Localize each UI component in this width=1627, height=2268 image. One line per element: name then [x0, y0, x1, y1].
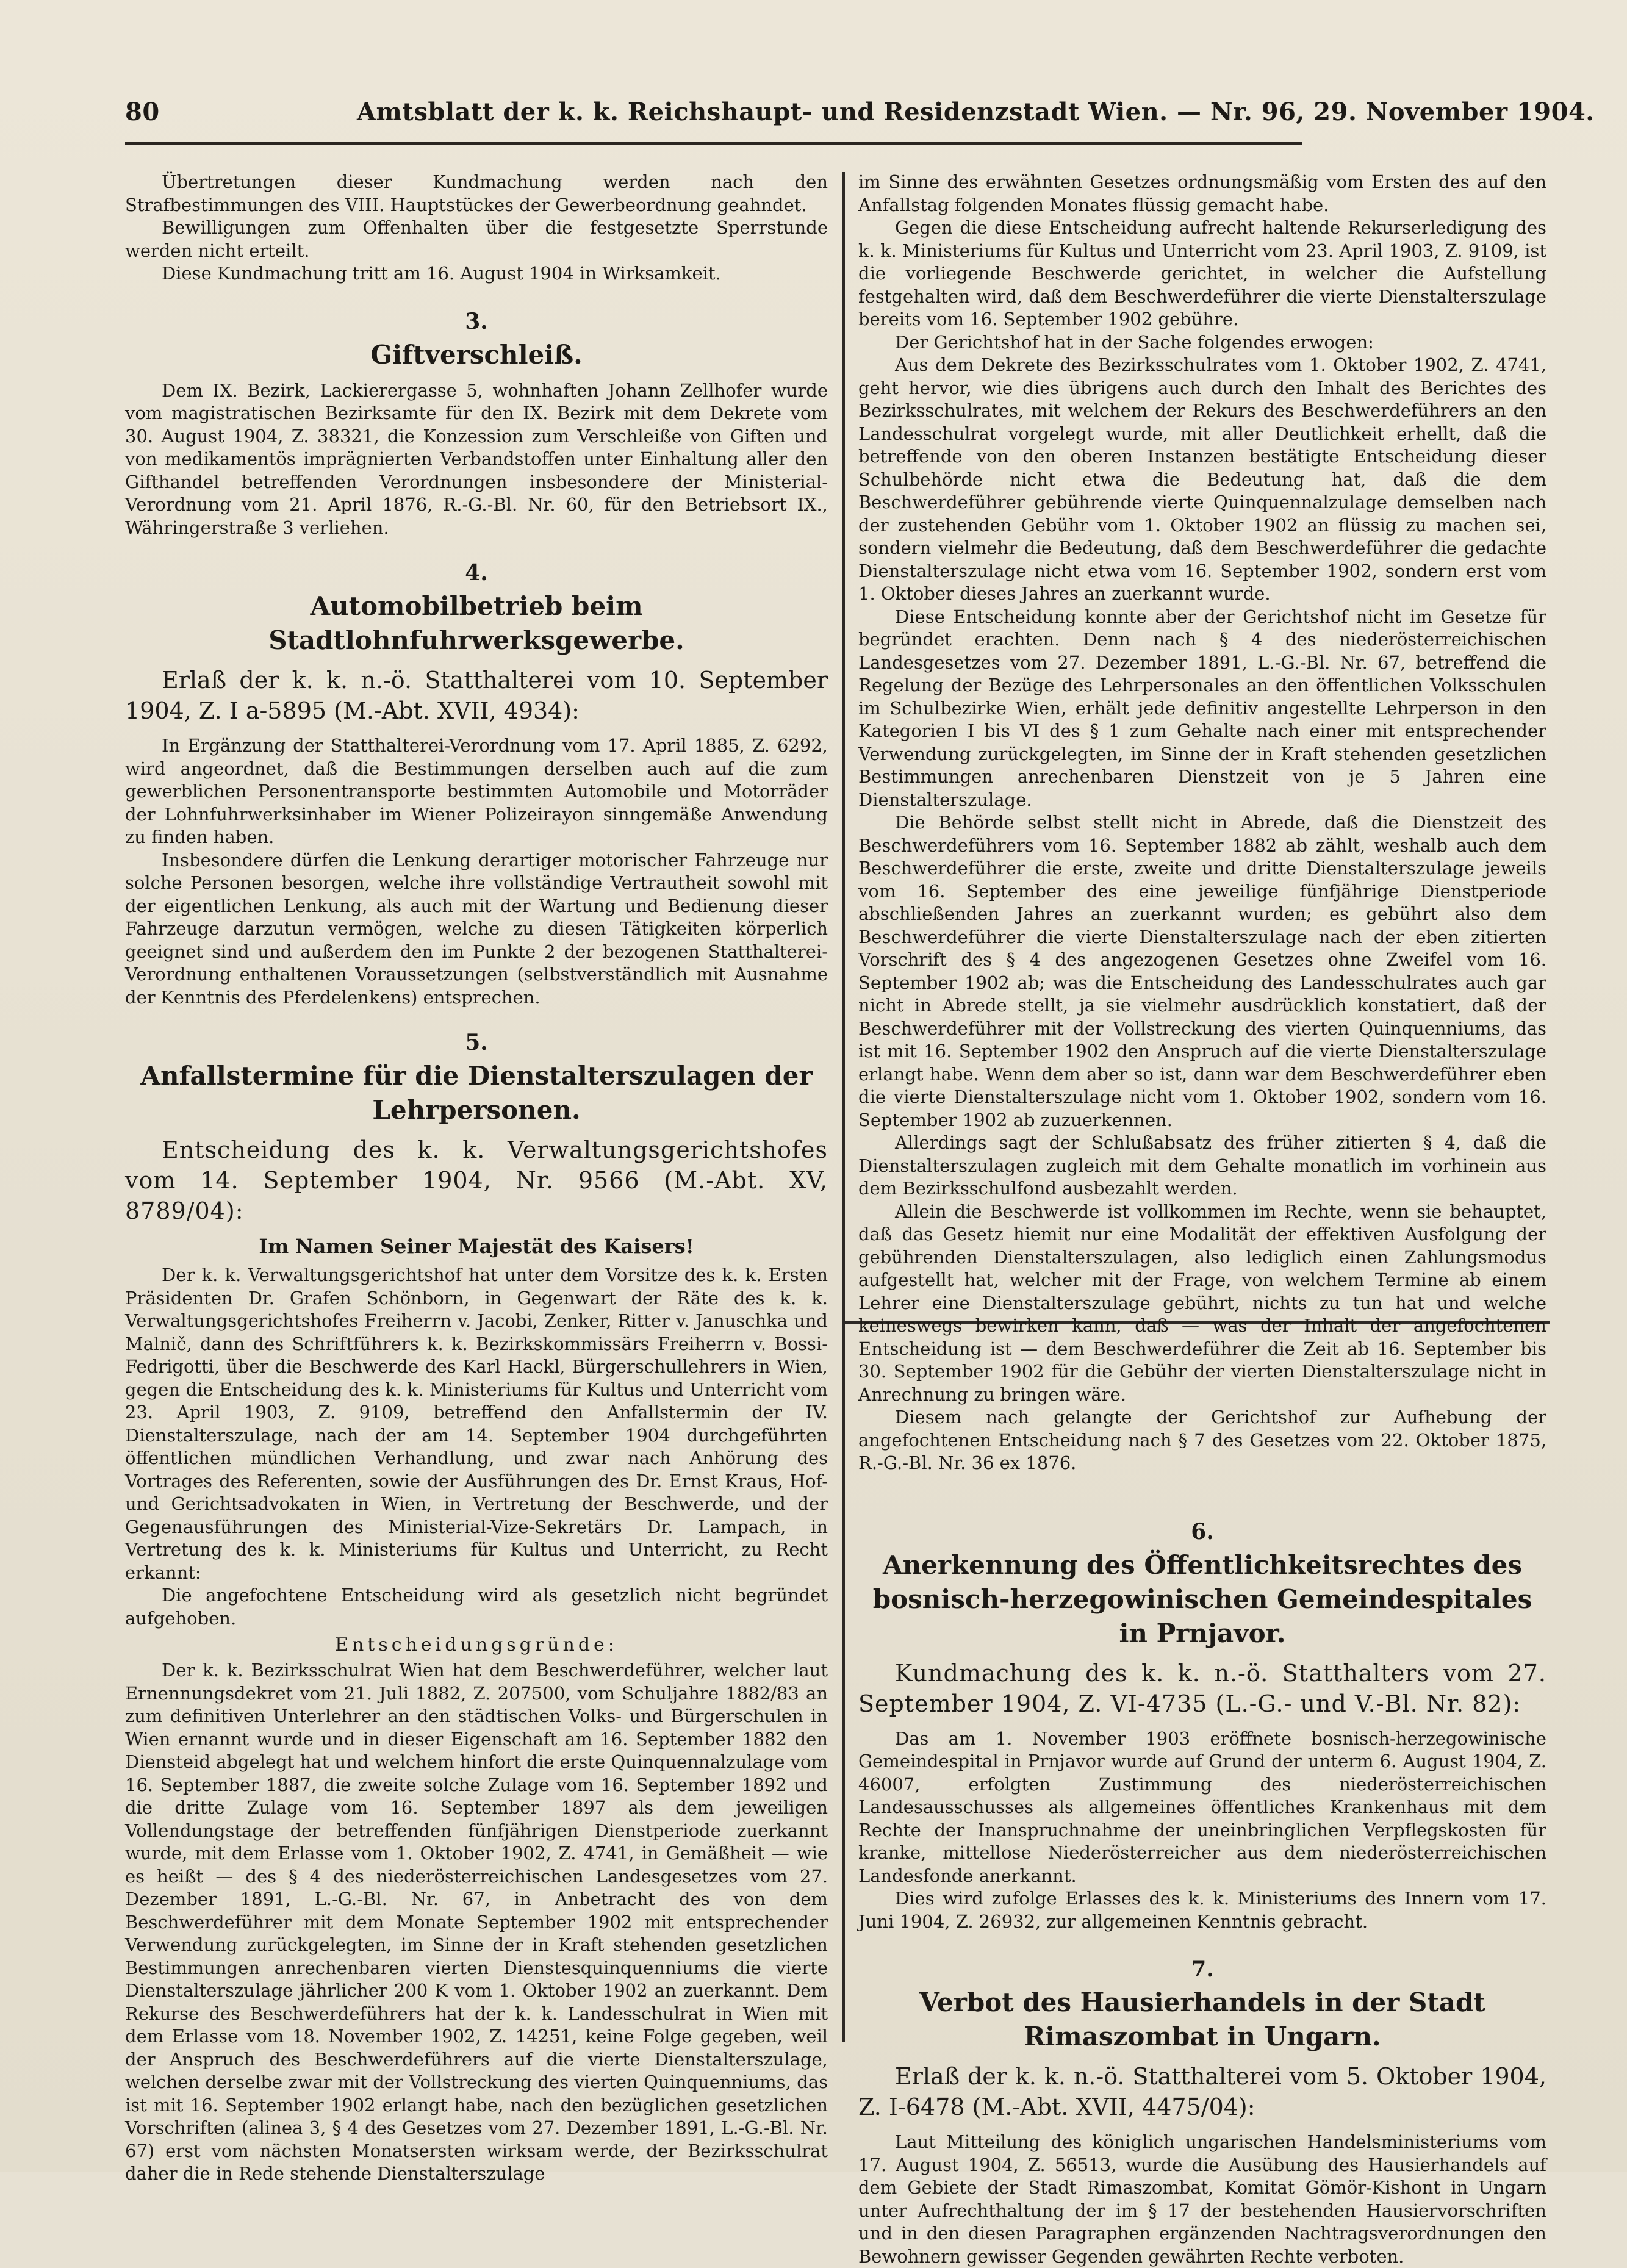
- section-paragraph: Der k. k. Verwaltungsgerichtshof hat unter dem Vorsitze des k. k. Ersten Präsidenten Dr. Grafen Schönborn, in Gegenwart der Räte des k. k. Verwaltungsgerichtshofes Freiherrn v. Jacobi, Zenker, Ritter v. Januschka und Malnič, dann des Schriftführers k. k. Bezirkskommissärs Freiherrn v. Bossi-Fedrigotti, über die Beschwerde des Karl Hackl, Bürgerschullehrers in Wien, gegen die Entscheidung des k. k. Ministeriums für Kultus und Unterricht vom 23. April 1903, Z. 9109, betreffend den Anfallstermin der IV. Dienstalterszulage, nach der am 14. September 1904 durchgeführten öffentlichen mündlichen Verhandlung, und zwar nach Anhörung des Vortrages des Referenten, sowie der Ausführungen des Dr. Ernst Kraus, Hof- und Gerichtsadvokaten in Wien, in Vertretung der Beschwerde, und der Gegenausführungen des Ministerial-Vize-Sekretärs Dr. Lampach, in Vertretung des k. k. Ministeriums für Kultus und Unterricht, zu Recht erkannt:: [125, 1265, 828, 1583]
- section-paragraph: Insbesondere dürfen die Lenkung derartiger motorischer Fahrzeuge nur solche Personen besorgen, welche ihre vollständige Vertrautheit sowohl mit der eigentlichen Lenkung, als auch mit der Wartung und Bedienung dieser Fahrzeuge darzutun vermögen, welche zu diesen Tätigkeiten körperlich geeignet sind und außerdem den im Punkte 2 der bezogenen Statthalterei-Verordnung enthaltenen Voraussetzungen (selbstverständlich mit Ausnahme der Kenntnis des Pferdelenkens) entsprechen.: [125, 849, 828, 1008]
- section-paragraph: Das am 1. November 1903 eröffnete bosnisch-herzegowinische Gemeindespital in Prnjavor wurde auf Grund der unterm 6. August 1904, Z. 46007, erfolgten Zustimmung des niederösterreichischen Landesausschusses als allgemeines öffentliches Krankenhaus mit dem Rechte der Inanspruchnahme der uneinbringlichen Verpflegskosten für kranke, mittellose Niederösterreicher aus dem niederösterreichischen Landesfonde anerkannt.: [858, 1728, 1546, 1886]
- section-paragraph: Gegen die diese Entscheidung aufrecht haltende Rekurserledigung des k. k. Ministeriums für Kultus und Unterricht vom 23. April 1903, Z. 9109, ist die vorliegende Beschwerde gerichtet, in welcher die Aufstellung festgehalten wird, daß dem Beschwerdeführer die vierte Dienstalterszulage bereits vom 16. September 1902 gebühre.: [858, 217, 1546, 329]
- section-paragraph: Dies wird zufolge Erlasses des k. k. Ministeriums des Innern vom 17. Juni 1904, Z. 26932, zur allgemeinen Kenntnis gebracht.: [858, 1888, 1546, 1932]
- section-paragraph: Aus dem Dekrete des Bezirksschulrates vom 1. Oktober 1902, Z. 4741, geht hervor, wie dies übrigens auch durch den Inhalt des Berichtes des Bezirksschulrates, mit welchem der Rekurs des Beschwerdeführers an den Landesschulrat vorgelegt wurde, mit aller Deutlichkeit erhellt, daß die betreffende von den oberen Instanzen bestätigte Entscheidung dieser Schulbehörde nicht etwa die Bedeutung hat, daß die dem Beschwerdeführer gebührende vierte Quinquennalzulage demselben nach der zustehenden Gebühr vom 1. Oktober 1902 an flüssig zu machen sei, sondern vielmehr die Bedeutung, daß dem Beschwerdeführer die gedachte Dienstalterszulage nicht etwa vom 16. September 1902, sondern erst vom 1. Oktober dieses Jahres an zuerkannt wurde.: [858, 354, 1546, 604]
- section-title: Verbot des Hausierhandels in der Stadt Rimaszombat in Ungarn.: [919, 1987, 1485, 2051]
- decree-line: Kundmachung des k. k. n.-ö. Statthalters vom 27. September 1904, Z. VI-4735 (L.-G.- und V.-Bl. Nr. 82):: [858, 1659, 1546, 1717]
- page-number: 80: [125, 98, 160, 126]
- section-paragraph: Der k. k. Bezirksschulrat Wien hat dem Beschwerdeführer, welcher laut Ernennungsdekret vom 21. Juli 1882, Z. 207500, vom Schuljahre 1882/83 an zum definitiven Unterlehrer an den städtischen Volks- und Bürgerschulen in Wien ernannt wurde und in dieser Eigenschaft am 16. September 1882 den Diensteid abgelegt hat und welchem hinfort die erste Quinquennalzulage vom 16. September 1887, die zweite solche Zulage vom 16. September 1892 und die dritte Zulage vom 16. September 1897 als dem jeweiligen Vollendungstage der betreffenden fünfjährigen Dienstperiode zuerkannt wurde, mit dem Erlasse vom 1. Oktober 1902, Z. 4741, in Gemäßheit — wie es heißt — des § 4 des niederösterreichischen Landesgesetzes vom 27. Dezember 1891, L.-G.-Bl. Nr. 67, in Anbetracht des von dem Beschwerdeführer mit dem Monate September 1902 mit entsprechender Verwendung zurückgelegten, im Sinne der in Kraft stehenden gesetzlichen Bestimmungen anrechenbaren vierten Dienstesquinquenniums die vierte Dienstalterszulage jährlicher 200 K vom 1. Oktober 1902 an zuerkannt. Dem Rekurse des Beschwerdeführers hat der k. k. Landesschulrat in Wien mit dem Erlasse vom 18. November 1902, Z. 14251, keine Folge gegeben, weil der Anspruch des Beschwerdeführers auf die vierte Dienstalterszulage, welchen derselbe zwar mit der Vollstreckung des vierten Quinquenniums, das ist mit 16. September 1902 erlangt habe, nach den bezüglichen gesetzlichen Vorschriften (alinea 3, § 4 des Gesetzes vom 27. Dezember 1891, L.-G.-Bl. Nr. 67) erst vom nächsten Monatsersten wirksam werde, der Bezirksschulrat daher die in Rede stehende Dienstalterszulage: [125, 1660, 828, 2184]
- section-number: 7.: [1191, 1956, 1214, 1982]
- decree-line: Erlaß der k. k. n.-ö. Statthalterei vom 10. September 1904, Z. I a-5895 (M.-Abt. XVII, 4934):: [125, 667, 828, 724]
- intro-paragraph: Diese Kundmachung tritt am 16. August 1904 in Wirksamkeit.: [162, 263, 721, 284]
- section-number: 3.: [465, 308, 488, 334]
- section-paragraph: Die Behörde selbst stellt nicht in Abrede, daß die Dienstzeit des Beschwerdeführers vom 16. September 1882 ab zählt, weshalb auch dem Beschwerdeführer die erste, zweite und dritte Dienstalterszulage jeweils vom 16. September des eine jeweilige fünfjährige Dienstperiode abschließenden Jahres an zuerkannt wurden; es gebührt also dem Beschwerdeführer die vierte Dienstalterszulage nach der eben zitierten Vorschrift des § 4 des angezogenen Gesetzes ohne Zweifel vom 16. September 1902 ab; was die Entscheidung des Landesschulrates auch gar nicht in Abrede stellt, ja sie vielmehr ausdrücklich konstatiert, daß der Beschwerdeführer mit der Vollstreckung des vierten Quinquenniums, das ist mit 16. September 1902 den Anspruch auf die vierte Dienstalterszulage erlangt habe. Wenn dem aber so ist, dann war dem Beschwerdeführer eben die vierte Dienstalterszulage nicht vom 1. Oktober 1902, sondern vom 16. September 1902 ab zuzuerkennen.: [858, 812, 1546, 1130]
- header-rule: [125, 142, 1302, 145]
- left-column: [125, 171, 828, 2186]
- subheading: Im Namen Seiner Majestät des Kaisers!: [259, 1235, 694, 1258]
- section-paragraph: Diesem nach gelangte der Gerichtshof zur Aufhebung der angefochtenen Entscheidung nach § 7 des Gesetzes vom 22. Oktober 1875, R.-G.-Bl. Nr. 36 ex 1876.: [858, 1407, 1546, 1473]
- column-divider: [842, 172, 845, 2042]
- section-title: Anfallstermine für die Dienstalterszulagen der Lehrpersonen.: [140, 1061, 813, 1125]
- section-paragraph: Allerdings sagt der Schlußabsatz des früher zitierten § 4, daß die Dienstalterszulagen zugleich mit dem Gehalte monatlich im vorhinein aus dem Bezirksschulfond ausbezahlt werden.: [858, 1132, 1546, 1199]
- running-title: Amtsblatt der k. k. Reichshaupt- und Residenzstadt Wien. — Nr. 96, 29. November 1904.: [357, 98, 1595, 126]
- section-paragraph: Die angefochtene Entscheidung wird als gesetzlich nicht begründet aufgehoben.: [125, 1585, 828, 1629]
- section-paragraph: In Ergänzung der Statthalterei-Verordnung vom 17. April 1885, Z. 6292, wird angeordnet, daß die Bestimmungen derselben auch auf die zum gewerblichen Personentransporte bestimmten Automobile und Motorräder der Lohnfuhrwerksinhaber im Wiener Polizeirayon sinngemäße Anwendung zu finden haben.: [125, 735, 828, 847]
- section-number: 4.: [465, 560, 488, 586]
- page-header: [125, 98, 1595, 134]
- section-title: Anerkennung des Öffentlichkeitsrechtes des bosnisch-herzegowinischen Gemeindespitales in Prnjavor.: [872, 1549, 1532, 1648]
- section-paragraph: Laut Mitteilung des königlich ungarischen Handelsministeriums vom 17. August 1904, Z. 56513, wurde die Ausübung des Hausierhandels auf dem Gebiete der Stadt Rimaszombat, Komitat Gömör-Kishont in Ungarn unter Aufrechthaltung der im § 17 der bestehenden Hausiervorschriften und in den diesen Paragraphen ergänzenden Nachtragsverordnungen den Bewohnern gewisser Gegenden gewährten Rechte verboten.: [858, 2131, 1546, 2267]
- section-paragraph: Dem IX. Bezirk, Lackierergasse 5, wohnhaften Johann Zellhofer wurde vom magistratischen Bezirksamte für den IX. Bezirk mit dem Dekrete vom 30. August 1904, Z. 38321, die Konzession zum Verschleiße von Giften und von medikamentös imprägnierten Verbandstoffen unter Einhaltung aller den Gifthandel betreffenden Verordnungen insbesondere der Ministerial-Verordnung vom 21. April 1876, R.-G.-Bl. Nr. 60, für den Betriebsort IX., Währingerstraße 3 verliehen.: [125, 379, 828, 538]
- section-paragraph: Diese Entscheidung konnte aber der Gerichtshof nicht im Gesetze für begründet erachten. Denn nach § 4 des niederösterreichischen Landesgesetzes vom 27. Dezember 1891, L.-G.-Bl. Nr. 67, betreffend die Regelung der Bezüge des Lehrpersonales an den öffentlichen Volksschulen im Schulbezirke Wien, erhält jede definitiv angestellte Lehrperson in den Kategorien I bis VI des § 1 zum Gehalte nach einer mit entsprechender Verwendung zurückgelegten, im Sinne der in Kraft stehenden gesetzlichen Bestimmungen anrechenbaren Dienstzeit von je 5 Jahren eine Dienstalterszulage.: [858, 606, 1546, 810]
- subheading: Entscheidungsgründe:: [335, 1634, 618, 1656]
- right-column: [858, 171, 1546, 2268]
- section-number: 5.: [465, 1030, 488, 1055]
- intro-paragraph: Bewilligungen zum Offenhalten über die festgesetzte Sperrstunde werden nicht erteilt.: [125, 217, 828, 261]
- section-paragraph: Der Gerichtshof hat in der Sache folgendes erwogen:: [895, 331, 1374, 353]
- section-title: Giftverschleiß.: [370, 339, 583, 370]
- section-number: 6.: [1191, 1518, 1214, 1545]
- decree-line: Entscheidung des k. k. Verwaltungsgerichtshofes vom 14. September 1904, Nr. 9566 (M.-Abt. XV, 8789/04):: [125, 1136, 828, 1224]
- section-title: Automobilbetrieb beim Stadtlohnfuhrwerksgewerbe.: [268, 591, 684, 655]
- continued-paragraph: im Sinne des erwähnten Gesetzes ordnungsmäßig vom Ersten des auf den Anfallstag folgenden Monates flüssig gemacht habe.: [858, 171, 1546, 215]
- intro-paragraph: Übertretungen dieser Kundmachung werden nach den Strafbestimmungen des VIII. Hauptstückes der Gewerbeordnung geahndet.: [125, 171, 828, 215]
- decree-line: Erlaß der k. k. n.-ö. Statthalterei vom 5. Oktober 1904, Z. I-6478 (M.-Abt. XVII, 4475/04):: [858, 2063, 1546, 2120]
- section-paragraph: Allein die Beschwerde ist vollkommen im Rechte, wenn sie behauptet, daß das Gesetz hiemit nur eine Modalität der effektiven Ausfolgung der gebührenden Dienstalterszulagen, also lediglich einen Zahlungsmodus aufgestellt hat, welcher mit der Frage, von welchem Termine ab einem Lehrer eine Dienstalterszulage gebührt, nichts zu tun hat und welche keineswegs bewirken kann, daß — was der Inhalt der angefochtenen Entscheidung ist — dem Beschwerdeführer die Zeit ab 16. September bis 30. September 1902 für die Gebühr der vierten Dienstalterszulage nicht in Anrechnung zu bringen wäre.: [858, 1200, 1546, 1405]
